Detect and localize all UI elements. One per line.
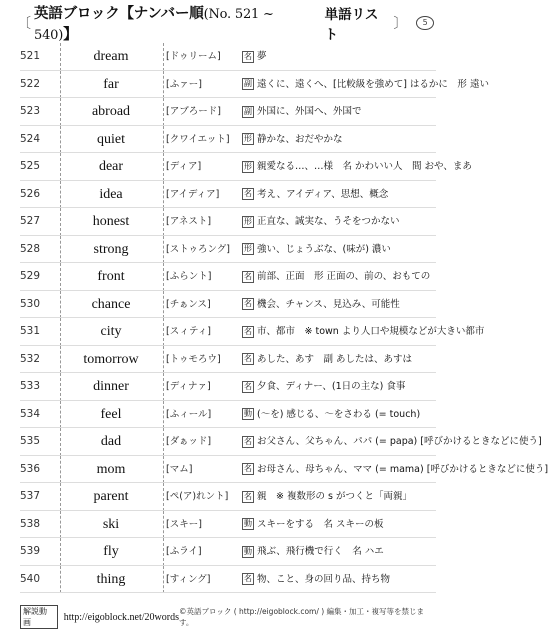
part-of-speech-badge: 名 [244,491,252,501]
english-word: chance [91,296,131,312]
english-word: feel [100,406,122,422]
word-number: 534 [20,407,41,420]
meaning-cell [242,456,548,484]
column-divider [60,208,61,236]
pronunciation: [アブろード] [166,106,221,117]
english-word: city [100,324,122,339]
word-row [20,538,436,566]
english-word: ski [102,516,120,532]
english-word: mom [96,461,126,477]
column-divider [60,373,61,401]
word-number: 535 [20,435,41,447]
word-row [20,428,542,456]
word-row [20,511,436,539]
word-row [20,71,489,99]
column-divider [163,456,164,484]
word-number: 528 [20,242,41,255]
part-of-speech-badge: 形 [244,161,252,171]
pronunciation: [マム] [166,463,193,475]
meaning-cell [242,71,489,99]
part-of-speech-badge: 名 [244,189,252,198]
pronunciation: [スィティ] [166,326,211,337]
pronunciation: [ふらント] [166,271,212,282]
column-divider [163,71,164,99]
column-divider [163,43,164,71]
meaning-cell [242,373,440,401]
column-divider [60,71,61,99]
column-divider [163,126,164,154]
column-divider [60,538,61,566]
close-bracket: 〕 [393,16,408,32]
column-divider [60,181,61,209]
word-row [20,181,436,209]
column-divider [60,483,61,511]
word-row [20,153,472,181]
part-of-speech-badge: 名 [244,299,252,308]
english-word: dinner [93,379,129,394]
japanese-meaning: 市、都市 ※ town より人口や規模などが大きい都市 [257,326,485,337]
japanese-meaning: 前部、正面 形 正面の、前の、おもての [257,271,431,282]
japanese-meaning: 外国に、外国へ、外国で [257,106,362,117]
column-divider [60,98,61,126]
column-divider [60,456,61,484]
pronunciation: [ペ(ア)れント] [166,491,229,502]
english-word: thing [96,571,126,587]
pronunciation: [チぁンス] [166,298,211,310]
word-number: 538 [20,517,41,530]
word-row [20,566,436,594]
meaning-cell [242,43,440,71]
japanese-meaning: 親愛なる…、…様 名 かわいい人 間 おや、まあ [257,161,472,172]
pronunciation: [アイディア] [166,188,220,200]
meaning-cell [242,236,440,264]
pronunciation: [クワイエット] [166,133,230,145]
page-title [34,2,315,44]
word-row [20,318,485,346]
column-divider [163,346,164,374]
word-row [20,126,436,154]
column-divider [163,483,164,511]
japanese-meaning: 親 ※ 複数形の s がつくと「両親」 [257,491,412,502]
japanese-meaning: あした、あす 副 あしたは、あすは [257,353,413,365]
column-divider [163,98,164,126]
word-row [20,373,436,401]
part-of-speech-badge: 名 [244,354,252,363]
title-range: (No. 521 ~ 540) [34,7,274,43]
word-number: 524 [20,132,41,145]
column-divider [60,318,61,346]
pronunciation: [ダぁッド] [166,436,212,447]
meaning-cell [242,98,440,126]
meaning-cell [242,346,440,374]
japanese-meaning: 考え、アイディア、思想、概念 [257,188,389,200]
pronunciation: [ふァー] [166,78,202,90]
column-divider [163,208,164,236]
meaning-cell [242,181,440,209]
page-header [14,6,434,43]
part-of-speech-badge: 動 [244,546,252,556]
part-of-speech-badge: 名 [244,326,252,336]
word-row [20,208,436,236]
japanese-meaning: 強い、じょうぶな、(味が) 濃い [257,243,391,255]
word-row [20,483,436,511]
meaning-cell [242,208,440,236]
meaning-cell [242,566,440,594]
english-word: dear [98,159,124,174]
page-footer [20,607,436,627]
word-number: 539 [20,545,41,557]
open-bracket: 〔 [17,16,31,32]
meaning-cell [242,511,440,539]
japanese-meaning: (～を) 感じる、～をさわる (= touch) [257,408,421,420]
word-number: 537 [20,490,41,502]
japanese-meaning: 静かな、おだやかな [257,133,343,145]
word-number: 521 [20,50,41,62]
column-divider [60,401,61,429]
japanese-meaning: 正直な、誠実な、うそをつかない [257,216,400,227]
part-of-speech-badge: 名 [244,51,252,61]
pronunciation: [ストゥろング] [166,243,230,255]
word-number: 532 [20,352,41,365]
word-row [20,346,436,374]
column-divider [163,373,164,401]
english-word: parent [93,489,129,504]
page-subtitle: 単語リスト [324,7,379,43]
word-number: 530 [20,297,41,310]
video-badge: 解説動画 [20,605,58,629]
title-close: 】 [63,27,78,43]
meaning-cell [242,318,485,346]
copyright-text: ©英語ブロック ( http://eigoblock.com/ ) 編集・加工・複写等を禁じます。 [178,607,425,627]
word-number: 531 [20,325,41,337]
japanese-meaning: お母さん、母ちゃん、ママ (= mama) [呼びかけるときなどに使う] [257,463,548,475]
column-divider [163,511,164,539]
japanese-meaning: スキーをする 名 スキーの板 [257,518,384,530]
meaning-cell [242,538,440,566]
column-divider [60,291,61,319]
word-number: 529 [20,270,41,282]
column-divider [60,43,61,71]
word-row [20,98,436,126]
column-divider [163,401,164,429]
word-row [20,236,436,264]
word-number: 523 [20,105,41,117]
english-word: dad [100,434,122,449]
word-number: 533 [20,380,41,392]
pronunciation: [ドゥリーム] [166,51,221,62]
word-row [20,456,548,484]
part-of-speech-badge: 形 [244,216,252,226]
pronunciation: [ふィール] [166,408,212,420]
meaning-cell [242,291,440,319]
japanese-meaning: お父さん、父ちゃん、パパ (= papa) [呼びかけるときなどに使う] [257,436,542,447]
japanese-meaning: 機会、チャンス、見込み、可能性 [257,298,400,310]
english-word: abroad [91,104,131,119]
word-row [20,43,436,71]
meaning-cell [242,428,542,456]
word-number: 522 [20,77,41,90]
column-divider [163,291,164,319]
word-number: 536 [20,462,41,475]
meaning-cell [242,483,440,511]
part-of-speech-badge: 名 [244,381,252,391]
part-of-speech-badge: 形 [244,134,252,143]
meaning-cell [242,401,440,429]
column-divider [60,346,61,374]
word-row [20,401,436,429]
column-divider [60,511,61,539]
japanese-meaning: 物、こと、身の回り品、持ち物 [257,573,391,585]
column-divider [60,153,61,181]
japanese-meaning: 遠くに、遠くへ、[比較級を強めて] はるかに 形 遠い [257,78,489,90]
column-divider [60,428,61,456]
column-divider [163,318,164,346]
meaning-cell [242,263,440,291]
english-word: front [97,269,125,284]
pronunciation: [ディナァ] [166,381,211,392]
pronunciation: [トゥモろウ] [166,353,221,365]
video-link[interactable]: http://eigoblock.net/20words [63,611,179,623]
word-list [20,43,548,593]
word-number: 526 [20,187,41,200]
column-divider [163,538,164,566]
pronunciation: [ふライ] [166,546,202,557]
english-word: far [103,76,119,92]
part-of-speech-badge: 副 [244,79,252,88]
english-word: dream [93,49,129,64]
part-of-speech-badge: 名 [244,574,252,583]
column-divider [60,126,61,154]
column-divider [163,153,164,181]
pronunciation: [アネスト] [166,216,212,227]
english-word: tomorrow [83,351,139,367]
word-number: 540 [20,572,41,585]
column-divider [163,236,164,264]
part-of-speech-badge: 副 [244,106,252,116]
japanese-meaning: 夢 [257,51,267,62]
part-of-speech-badge: 動 [244,409,252,418]
page-mark-icon: 5 [416,16,434,30]
part-of-speech-badge: 動 [244,519,252,528]
column-divider [60,236,61,264]
part-of-speech-badge: 名 [244,271,252,281]
part-of-speech-badge: 形 [244,244,252,253]
pronunciation: [すィング] [166,573,211,585]
word-row [20,263,436,291]
column-divider [163,566,164,594]
column-divider [163,263,164,291]
column-divider [60,566,61,594]
pronunciation: [ディア] [166,161,202,172]
word-number: 525 [20,160,41,172]
title-main: 英語ブロック【ナンバー順 [34,6,204,22]
part-of-speech-badge: 名 [244,436,252,446]
meaning-cell [242,126,440,154]
meaning-cell [242,153,472,181]
column-divider [163,428,164,456]
english-word: idea [99,186,123,202]
word-number: 527 [20,215,41,227]
pronunciation: [スキー] [166,518,202,530]
word-row [20,291,436,319]
japanese-meaning: 夕食、ディナー、(1日の主な) 食事 [257,381,406,392]
english-word: fly [103,544,119,559]
english-word: strong [93,241,129,257]
column-divider [60,263,61,291]
english-word: honest [92,214,130,229]
column-divider [163,181,164,209]
part-of-speech-badge: 名 [244,464,252,473]
japanese-meaning: 飛ぶ、飛行機で行く 名 ハエ [257,546,384,557]
english-word: quiet [97,131,125,147]
